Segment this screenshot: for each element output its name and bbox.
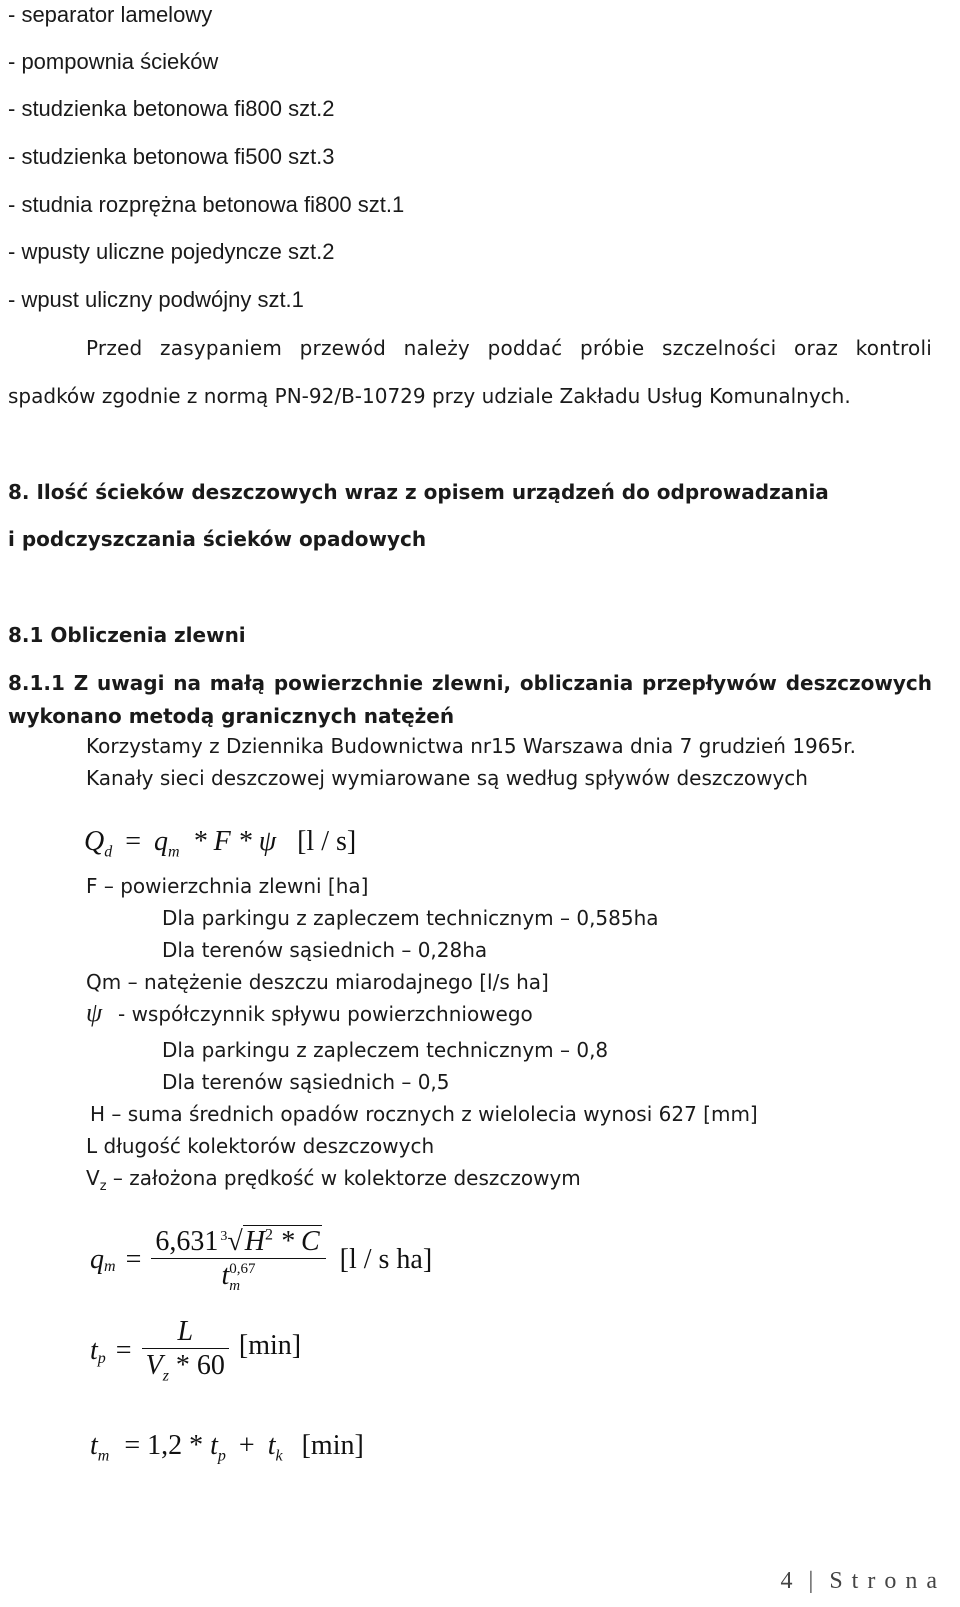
definition: H – suma średnich opadów rocznych z wielolecia wynosi 627 [mm] (90, 1102, 758, 1126)
formula-terms: = 1,2 * (124, 1430, 204, 1461)
numerator (151, 1226, 325, 1259)
root-index: 3 (220, 1228, 228, 1244)
subscript: m (168, 843, 180, 861)
psi-symbol: ψ (86, 998, 103, 1027)
formula-tm (90, 1430, 364, 1466)
definition-detail: Dla parkingu z zapleczem technicznym – 0,585ha (162, 906, 659, 930)
fraction (151, 1226, 325, 1294)
list-item: - pompownia ścieków (8, 49, 219, 74)
subsection-heading: 8.1.1 Z uwagi na małą powierzchnie zlewni, obliczania przepływów deszczowych (8, 671, 932, 695)
subscript: k (275, 1447, 283, 1465)
list-item: - separator lamelowy (8, 2, 213, 27)
symbol: V (86, 1166, 100, 1190)
subscript: z (99, 1179, 107, 1194)
equals-sign: = (125, 826, 142, 857)
symbol: q (154, 826, 169, 857)
symbol: H (244, 1226, 265, 1257)
footer-label: Strona (829, 1568, 946, 1594)
definition-detail: Dla terenów sąsiednich – 0,5 (162, 1070, 450, 1094)
footer-separator: | (808, 1568, 819, 1594)
section-heading: i podczyszczania ścieków opadowych (8, 527, 427, 551)
list-item: - studzienka betonowa fi500 szt.3 (8, 144, 335, 169)
reference-text: Kanały sieci deszczowej wymiarowane są według spływów deszczowych (86, 766, 808, 790)
symbol: t (90, 1430, 98, 1461)
section-heading: 8. Ilość ścieków deszczowych wraz z opisem urządzeń do odprowadzania (8, 480, 829, 504)
denominator (142, 1349, 229, 1386)
paragraph-line: spadków zgodnie z normą PN-92/B-10729 przy udziale Zakładu Usług Komunalnych. (8, 384, 851, 408)
unit: [l / s ha] (339, 1244, 433, 1276)
subsection-heading: wykonano metodą granicznych natężeń (8, 704, 455, 728)
reference-text: Korzystamy z Dziennika Budownictwa nr15 Warszawa dnia 7 grudzień 1965r. (86, 734, 856, 758)
list-item: - wpust uliczny podwójny szt.1 (8, 287, 304, 312)
formula-qm (90, 1226, 432, 1294)
denominator (151, 1259, 325, 1294)
definition: Qm – natężenie deszczu miarodajnego [l/s ha] (86, 970, 549, 994)
formula-terms: * 60 (175, 1350, 225, 1382)
fraction (142, 1316, 229, 1386)
formula-terms: * C (279, 1226, 320, 1257)
unit: [min] (238, 1329, 302, 1361)
list-item: - wpusty uliczne pojedyncze szt.2 (8, 239, 335, 264)
paragraph-line: Przed zasypaniem przewód należy poddać próbie szczelności oraz kontroli (86, 336, 932, 360)
subsection-heading: 8.1 Obliczenia zlewni (8, 623, 246, 647)
definition (86, 1166, 581, 1194)
definition-detail: Dla parkingu z zapleczem technicznym – 0,8 (162, 1038, 609, 1062)
equals-sign: = (125, 1244, 142, 1276)
formula-tp (90, 1316, 301, 1386)
subscript: d (104, 843, 113, 861)
formula-terms: * F * ψ (192, 826, 277, 857)
symbol: t (210, 1430, 218, 1461)
formula-flow (84, 826, 356, 862)
subscript: m (104, 1258, 116, 1276)
radicand (243, 1225, 322, 1257)
subscript: p (217, 1447, 226, 1465)
symbol: Q (84, 826, 105, 857)
symbol: V (145, 1350, 163, 1382)
numerator: L (142, 1316, 229, 1349)
subscript: m (97, 1447, 110, 1465)
list-item: - studzienka betonowa fi800 szt.2 (8, 96, 335, 121)
page-footer (781, 1568, 946, 1595)
subscript: z (162, 1367, 169, 1385)
definition: F – powierzchnia zlewni [ha] (86, 874, 369, 898)
subscript: p (97, 1349, 106, 1367)
symbol: t (267, 1430, 276, 1461)
subscript: m (229, 1277, 241, 1294)
coefficient: 6,631 (155, 1226, 219, 1257)
exponent: 2 (264, 1226, 273, 1244)
unit: [l / s] (297, 826, 357, 857)
equals-sign: = (115, 1334, 132, 1366)
page-number: 4 (780, 1568, 798, 1594)
definition: - współczynnik spływu powierzchniowego (118, 1002, 533, 1026)
unit: [min] (301, 1430, 364, 1461)
list-item: - studnia rozprężna betonowa fi800 szt.1 (8, 192, 405, 217)
plus-sign: + (238, 1430, 255, 1461)
symbol: q (90, 1244, 104, 1276)
definition-text: – założona prędkość w kolektorze deszczowym (106, 1166, 581, 1190)
symbol: t (221, 1260, 230, 1292)
radical-sign: √ (227, 1226, 243, 1257)
definition: L długość kolektorów deszczowych (86, 1134, 435, 1158)
symbol: t (90, 1334, 98, 1366)
exponent: 0,67 (229, 1261, 256, 1278)
definition-detail: Dla terenów sąsiednich – 0,28ha (162, 938, 488, 962)
